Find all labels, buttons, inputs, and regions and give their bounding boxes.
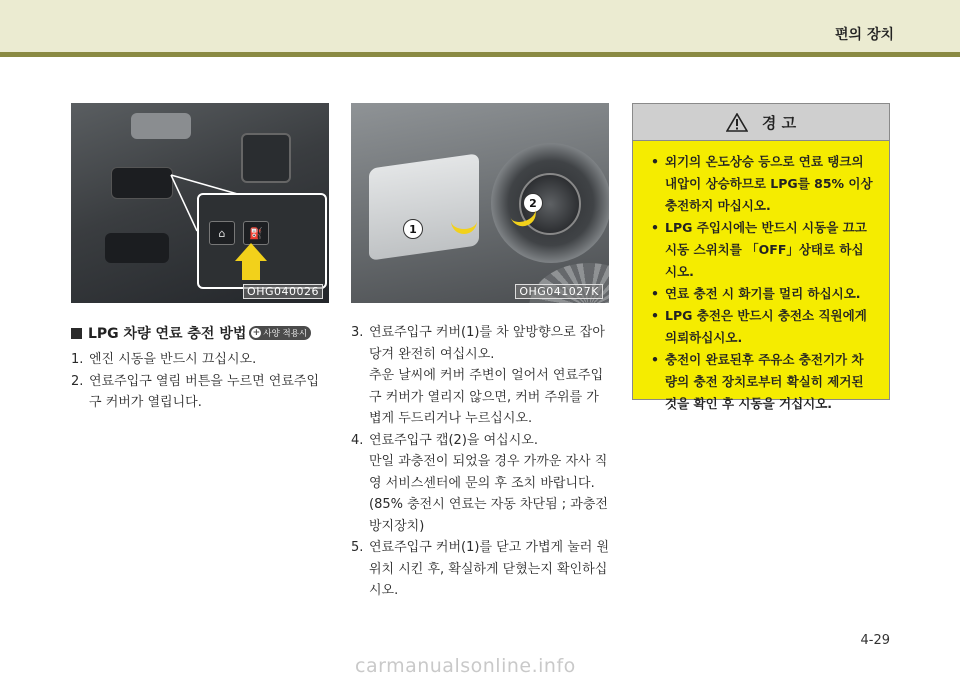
list-item <box>351 322 611 430</box>
badge-text: 사양 적용시 <box>263 329 308 339</box>
page-header <box>0 0 960 56</box>
fuel-filler-door-photo <box>351 103 609 303</box>
list-item: • LPG 충전은 반드시 충전소 직원에게 의뢰하십시오. <box>647 305 875 349</box>
header-divider <box>0 52 960 57</box>
step-text: 연료주입구 열림 버튼을 누르면 연료주입구 커버가 열립니다. <box>89 373 320 410</box>
warning-title: 경 고 <box>761 113 797 132</box>
warning-box <box>632 103 890 411</box>
watermark: carmanualsonline.info <box>355 655 576 677</box>
list-item <box>351 537 611 602</box>
steps-list-middle <box>351 322 611 602</box>
warning-list <box>633 151 889 415</box>
list-item <box>71 371 329 414</box>
list-item: • 연료 충전 시 화기를 멀리 하십시오. <box>647 283 875 305</box>
step-number: 4. <box>351 432 364 448</box>
list-item: • LPG 주입시에는 반드시 시동을 끄고 시동 스위치를 「OFF」상태로 하십시오. <box>647 217 875 283</box>
step-text: 추운 날씨에 커버 주변이 얼어서 연료주입구 커버가 열리지 않으면, 커버 주위를 가볍게 두드리거나 누르십시오. <box>369 368 604 426</box>
list-item: • 충전이 완료된후 주유소 충전기가 차량의 충전 장치로부터 확실히 제거된 것을 확인 후 시동을 거십시오. <box>647 349 875 415</box>
step-text: (85% 충전시 연료는 자동 차단됨 ; 과충전 방지장치) <box>369 497 608 534</box>
list-item <box>351 430 611 538</box>
photo-code: OHG040026 <box>243 284 323 299</box>
step-number: 1. <box>71 352 84 367</box>
step-text: 연료주입구 커버(1)를 닫고 가볍게 눌러 원위치 시킨 후, 확실하게 닫혔는지 확인하십시오. <box>369 540 610 598</box>
fuel-door-open-icon: ⛽ <box>243 221 269 245</box>
list-item <box>71 349 329 371</box>
step-number: 3. <box>351 325 364 340</box>
step-text: 만일 과충전이 되었을 경우 가까운 자사 직영 서비스센터에 문의 후 조치 바랍니다. <box>369 454 608 491</box>
callout-2: 2 <box>523 193 543 213</box>
warning-header <box>633 104 889 141</box>
step-text: 연료주입구 캡(2)을 여십시오. <box>369 432 538 448</box>
warning-triangle-icon <box>726 113 748 132</box>
plus-icon: + <box>252 328 261 338</box>
fuel-door-button-photo <box>71 103 329 303</box>
page-number: 4-29 <box>860 633 890 648</box>
photo-code: OHG041027K <box>515 284 603 299</box>
steps-list-left <box>71 349 329 414</box>
spec-badge <box>249 326 311 340</box>
trunk-open-icon: ⌂ <box>209 221 235 245</box>
step-text: 연료주입구 커버(1)를 차 앞방향으로 잡아 당겨 완전히 여십시오. <box>369 325 605 362</box>
heading-text: LPG 차량 연료 충전 방법 <box>88 326 247 342</box>
lpg-section-heading <box>71 323 311 343</box>
section-title: 편의 장치 <box>835 27 894 43</box>
list-item: • 외기의 온도상승 등으로 연료 탱크의 내압이 상승하므로 LPG를 85% 이상 충전하지 마십시오. <box>647 151 875 217</box>
filler-cover-shape <box>369 153 479 260</box>
callout-1: 1 <box>403 219 423 239</box>
bullet-square-icon <box>71 328 82 339</box>
button-closeup-inset <box>197 193 327 289</box>
step-number: 2. <box>71 373 84 389</box>
step-text: 엔진 시동을 반드시 끄십시오. <box>89 352 257 367</box>
step-number: 5. <box>351 540 364 555</box>
